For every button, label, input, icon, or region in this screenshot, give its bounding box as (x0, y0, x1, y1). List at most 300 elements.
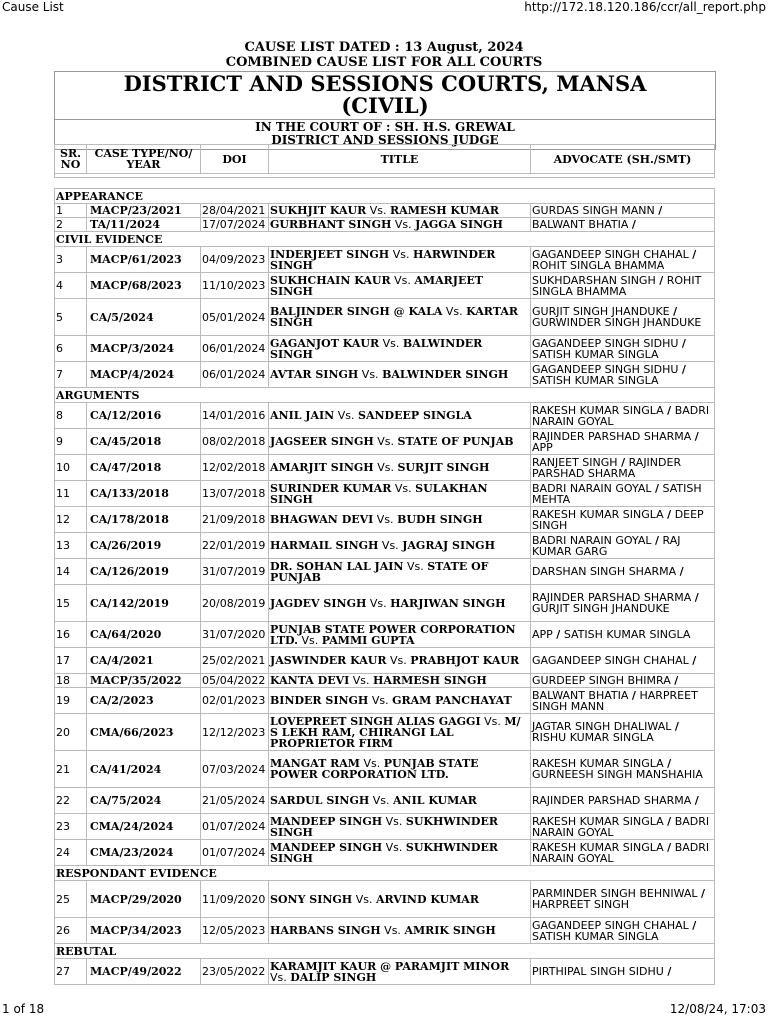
advocate-separator: / (701, 887, 706, 900)
doi-cell: 31/07/2019 (201, 559, 269, 585)
case-no-cell: CA/126/2019 (87, 559, 201, 585)
advocate-secondary: RAJINDER PARSHAD SHARMA (532, 455, 682, 480)
versus-label: Vs. (385, 814, 403, 828)
advocate-separator: / (681, 336, 686, 350)
judge-line2: DISTRICT AND SESSIONS JUDGE (271, 133, 499, 147)
petitioner-name: SONY SINGH (270, 892, 353, 906)
advocate-cell (531, 959, 715, 985)
advocate-cell (531, 622, 715, 648)
petitioner-name: BHAGWAN DEVI (270, 513, 374, 526)
advocate-separator: / (681, 362, 686, 376)
title-cell (269, 840, 531, 866)
advocate-primary: DARSHAN SINGH SHARMA (532, 565, 677, 578)
versus-label: Vs. (361, 368, 379, 381)
advocate-primary: RAKESH KUMAR SINGLA (532, 757, 664, 770)
table-row (55, 751, 715, 788)
col-title: TITLE (269, 145, 531, 174)
title-cell (269, 218, 531, 232)
doi-cell: 20/08/2019 (201, 585, 269, 622)
petitioner-name: KANTA DEVI (270, 674, 350, 687)
sr-no-cell: 6 (55, 336, 87, 362)
table-row (55, 918, 715, 944)
section-title: REBUTAL (55, 944, 715, 959)
advocate-cell (531, 751, 715, 788)
table-row (55, 336, 715, 362)
doi-cell: 12/02/2018 (201, 455, 269, 481)
advocate-separator: / (659, 273, 664, 287)
title-cell (269, 688, 531, 714)
advocate-separator: / (621, 455, 626, 469)
table-row (55, 688, 715, 714)
petitioner-name: SUKHCHAIN KAUR (270, 273, 391, 287)
advocate-separator: / (654, 533, 660, 547)
combined-label: COMBINED CAUSE LIST FOR ALL COURTS (225, 55, 543, 70)
versus-label: Vs. (377, 461, 394, 474)
spacer-cell (55, 178, 715, 189)
advocate-secondary: BADRI NARAIN GOYAL (532, 840, 710, 865)
advocate-cell (531, 403, 715, 429)
respondent-name: SANDEEP SINGLA (358, 409, 472, 422)
spacer-row (55, 178, 715, 189)
doi-cell: 06/01/2024 (201, 362, 269, 388)
case-no-cell: MACP/3/2024 (87, 336, 201, 362)
doi-cell: 21/09/2018 (201, 507, 269, 533)
respondent-name: SUKHWINDER SINGH (270, 814, 498, 839)
table-row (55, 247, 715, 273)
doi-cell: 05/04/2022 (201, 674, 269, 688)
sr-no-cell: 10 (55, 455, 87, 481)
title-cell (269, 273, 531, 299)
respondent-name: PRABHJOT KAUR (410, 654, 520, 667)
section-row (55, 388, 715, 403)
case-no-cell: CA/5/2024 (87, 299, 201, 336)
versus-label: Vs. (484, 714, 501, 728)
versus-label: Vs. (381, 539, 399, 552)
respondent-name: KARTAR SINGH (270, 305, 518, 329)
petitioner-name: LOVEPREET SINGH ALIAS GAGGI (270, 714, 481, 728)
browser-footer (0, 1002, 768, 1018)
sr-no-cell: 4 (55, 273, 87, 299)
petitioner-name: DR. SOHAN LAL JAIN (270, 559, 404, 573)
petitioner-name: HARBANS SINGH (270, 924, 381, 937)
sr-no-cell: 8 (55, 403, 87, 429)
section-title: RESPONDANT EVIDENCE (55, 866, 715, 881)
respondent-name: HARMESH SINGH (373, 674, 487, 687)
advocate-separator: / (694, 794, 699, 807)
print-datetime: 12/08/24, 17:03 (669, 1002, 766, 1016)
table-row (55, 959, 715, 985)
versus-label: Vs. (394, 481, 412, 495)
browser-header (0, 0, 768, 16)
title-cell (269, 674, 531, 688)
advocate-primary: SUKHDARSHAN SINGH (532, 273, 656, 287)
advocate-cell (531, 455, 715, 481)
doi-cell: 12/05/2023 (201, 918, 269, 944)
table-header-row (55, 145, 715, 174)
table-row (55, 299, 715, 336)
doi-cell: 02/01/2023 (201, 688, 269, 714)
petitioner-name: BALJINDER SINGH @ KALA (270, 305, 443, 318)
doi-cell: 31/07/2020 (201, 622, 269, 648)
table-row (55, 273, 715, 299)
advocate-secondary: ROHIT SINGLA BHAMMA (532, 273, 702, 298)
petitioner-name: KARAMJIT KAUR @ PARAMJIT MINOR (270, 959, 510, 973)
advocate-primary: RAKESH KUMAR SINGLA (532, 507, 664, 521)
sr-no-cell: 25 (55, 881, 87, 918)
col-sr-no: SR. NO (55, 145, 87, 174)
respondent-name: STATE OF PUNJAB (397, 435, 514, 448)
title-cell (269, 533, 531, 559)
advocate-secondary: GURWINDER SINGH JHANDUKE (532, 316, 702, 329)
sr-no-cell: 21 (55, 751, 87, 788)
table-row (55, 533, 715, 559)
versus-label: Vs. (390, 654, 407, 667)
sr-no-cell: 20 (55, 714, 87, 751)
case-no-cell: CA/178/2018 (87, 507, 201, 533)
advocate-secondary: GURJIT SINGH JHANDUKE (532, 602, 670, 615)
advocate-secondary: BADRI NARAIN GOYAL (532, 403, 710, 428)
respondent-name: HARWINDER SINGH (270, 247, 496, 272)
table-row (55, 403, 715, 429)
versus-label: Vs. (270, 970, 287, 984)
advocate-cell (531, 218, 715, 232)
case-no-cell: MACP/35/2022 (87, 674, 201, 688)
petitioner-name: MANDEEP SINGH (270, 814, 383, 828)
respondent-name: SULAKHAN SINGH (270, 481, 488, 506)
case-no-cell: CA/26/2019 (87, 533, 201, 559)
advocate-secondary: SATISH KUMAR SINGLA (532, 373, 659, 387)
doi-cell: 23/05/2022 (201, 959, 269, 985)
advocate-separator: / (692, 247, 697, 261)
advocate-separator: / (667, 507, 672, 521)
title-cell (269, 918, 531, 944)
advocate-primary: JAGTAR SINGH DHALIWAL (532, 720, 672, 733)
versus-label: Vs. (376, 513, 394, 526)
advocate-primary: RAJINDER PARSHAD SHARMA (532, 429, 692, 443)
advocate-primary: BALWANT BHATIA (532, 218, 629, 231)
versus-label: Vs. (337, 409, 355, 422)
case-no-cell: CMA/23/2024 (87, 840, 201, 866)
advocate-primary: APP (532, 628, 553, 641)
case-no-cell: CA/4/2021 (87, 648, 201, 674)
versus-label: Vs. (406, 559, 424, 573)
title-cell (269, 788, 531, 814)
table-row (55, 714, 715, 751)
doi-cell: 11/09/2020 (201, 881, 269, 918)
cause-list-heading (0, 40, 768, 70)
table-row (55, 622, 715, 648)
title-cell (269, 648, 531, 674)
table-row (55, 429, 715, 455)
sr-no-cell: 13 (55, 533, 87, 559)
case-no-cell: MACP/34/2023 (87, 918, 201, 944)
table-body (55, 174, 715, 985)
table-row (55, 455, 715, 481)
case-no-cell: MACP/61/2023 (87, 247, 201, 273)
advocate-cell (531, 648, 715, 674)
section-title: CIVIL EVIDENCE (55, 232, 715, 247)
doi-cell: 06/01/2024 (201, 336, 269, 362)
advocate-primary: RAKESH KUMAR SINGLA (532, 814, 664, 828)
doi-cell: 04/09/2023 (201, 247, 269, 273)
advocate-secondary: GURNEESH SINGH MANSHAHIA (532, 768, 703, 781)
advocate-primary: PARMINDER SINGH BEHNIWAL (532, 887, 698, 900)
title-cell (269, 714, 531, 751)
advocate-primary: GAGANDEEP SINGH SIDHU (532, 336, 679, 350)
title-cell (269, 455, 531, 481)
case-no-cell: CA/47/2018 (87, 455, 201, 481)
court-name-line1: DISTRICT AND SESSIONS COURTS, MANSA (123, 71, 647, 96)
versus-label: Vs. (385, 840, 403, 854)
case-no-cell: CA/75/2024 (87, 788, 201, 814)
court-name-line2: (CIVIL) (341, 93, 429, 118)
respondent-name: BALWINDER SINGH (270, 336, 483, 361)
sr-no-cell: 27 (55, 959, 87, 985)
case-no-cell: MACP/68/2023 (87, 273, 201, 299)
doi-cell: 22/01/2019 (201, 533, 269, 559)
petitioner-name: JAGDEV SINGH (270, 596, 367, 610)
respondent-name: BALWINDER SINGH (382, 368, 509, 381)
sr-no-cell: 23 (55, 814, 87, 840)
versus-label: Vs. (382, 336, 400, 350)
sr-no-cell: 2 (55, 218, 87, 232)
petitioner-name: GURBHANT SINGH (270, 218, 392, 231)
title-cell (269, 507, 531, 533)
respondent-name: HARJIWAN SINGH (390, 596, 506, 610)
advocate-cell (531, 688, 715, 714)
doi-cell: 07/03/2024 (201, 751, 269, 788)
doi-cell: 28/04/2021 (201, 204, 269, 218)
sr-no-cell: 5 (55, 299, 87, 336)
respondent-name: DALIP SINGH (290, 970, 377, 984)
table-row (55, 840, 715, 866)
table-row (55, 814, 715, 840)
sr-no-cell: 3 (55, 247, 87, 273)
versus-label: Vs. (301, 633, 319, 647)
doi-cell: 01/07/2024 (201, 814, 269, 840)
col-case-type: CASE TYPE/NO/ YEAR (87, 145, 201, 174)
advocate-separator: / (631, 688, 636, 702)
versus-label: Vs. (352, 674, 370, 687)
sr-no-cell: 17 (55, 648, 87, 674)
advocate-primary: GURDAS SINGH MANN (532, 204, 655, 217)
advocate-cell (531, 533, 715, 559)
respondent-name: STATE OF PUNJAB (270, 559, 489, 584)
advocate-cell (531, 273, 715, 299)
doi-cell: 05/01/2024 (201, 299, 269, 336)
title-cell (269, 881, 531, 918)
respondent-name: SUKHWINDER SINGH (270, 840, 498, 865)
advocate-cell (531, 840, 715, 866)
section-row (55, 944, 715, 959)
versus-label: Vs. (377, 435, 395, 448)
advocate-separator: / (667, 757, 672, 770)
title-cell (269, 204, 531, 218)
versus-label: Vs. (355, 892, 373, 906)
title-cell (269, 481, 531, 507)
sr-no-cell: 22 (55, 788, 87, 814)
advocate-primary: GURJIT SINGH JHANDUKE (532, 305, 670, 318)
court-block (54, 71, 716, 150)
table-row (55, 881, 715, 918)
advocate-cell (531, 247, 715, 273)
versus-label: Vs. (394, 273, 411, 287)
respondent-name: PUNJAB STATE POWER CORPORATION LTD. (270, 757, 479, 781)
col-advocate: ADVOCATE (SH./SMT) (531, 145, 715, 174)
advocate-secondary: ROHIT SINGLA BHAMMA (532, 258, 665, 272)
sr-no-cell: 11 (55, 481, 87, 507)
advocate-cell (531, 299, 715, 336)
tab-title: Cause List (2, 0, 64, 14)
advocate-cell (531, 814, 715, 840)
case-no-cell: CA/64/2020 (87, 622, 201, 648)
title-cell (269, 403, 531, 429)
advocate-separator: / (667, 840, 672, 854)
doi-cell: 17/07/2024 (201, 218, 269, 232)
versus-label: Vs. (371, 694, 389, 707)
advocate-secondary: SATISH KUMAR SINGLA (532, 347, 659, 361)
doi-cell: 25/02/2021 (201, 648, 269, 674)
title-cell (269, 814, 531, 840)
advocate-primary: RAKESH KUMAR SINGLA (532, 403, 664, 417)
versus-label: Vs. (384, 924, 401, 937)
title-cell (269, 247, 531, 273)
sr-no-cell: 26 (55, 918, 87, 944)
advocate-secondary: BADRI NARAIN GOYAL (532, 814, 710, 839)
advocate-cell (531, 336, 715, 362)
title-cell (269, 559, 531, 585)
petitioner-name: AVTAR SINGH (270, 368, 359, 381)
doi-cell: 01/07/2024 (201, 840, 269, 866)
advocate-separator: / (667, 965, 672, 978)
advocate-separator: / (667, 814, 672, 828)
advocate-secondary: SATISH KUMAR SINGLA (563, 628, 691, 641)
respondent-name: ARVIND KUMAR (375, 892, 479, 906)
sr-no-cell: 19 (55, 688, 87, 714)
advocate-separator: / (674, 720, 679, 733)
case-no-cell: CA/142/2019 (87, 585, 201, 622)
advocate-primary: BALWANT BHATIA (532, 688, 629, 702)
petitioner-name: HARMAIL SINGH (270, 539, 379, 552)
table-row (55, 362, 715, 388)
advocate-separator: / (674, 674, 679, 687)
cause-list-date: CAUSE LIST DATED : 13 August, 2024 (244, 40, 524, 55)
advocate-cell (531, 559, 715, 585)
petitioner-name: SUKHJIT KAUR (270, 204, 367, 217)
case-no-cell: CA/12/2016 (87, 403, 201, 429)
advocate-primary: GURDEEP SINGH BHIMRA (532, 674, 671, 687)
advocate-cell (531, 429, 715, 455)
advocate-cell (531, 507, 715, 533)
doi-cell: 11/10/2023 (201, 273, 269, 299)
versus-label: Vs. (363, 757, 381, 770)
table-row (55, 788, 715, 814)
case-no-cell: CA/133/2018 (87, 481, 201, 507)
case-no-cell: TA/11/2024 (87, 218, 201, 232)
case-no-cell: MACP/4/2024 (87, 362, 201, 388)
advocate-cell (531, 585, 715, 622)
advocate-separator: / (692, 654, 697, 667)
advocate-cell (531, 362, 715, 388)
case-no-cell: CA/45/2018 (87, 429, 201, 455)
versus-label: Vs. (445, 305, 463, 318)
doi-cell: 14/01/2016 (201, 403, 269, 429)
table-row (55, 218, 715, 232)
petitioner-name: MANGAT RAM (270, 757, 360, 770)
advocate-separator: / (667, 403, 672, 417)
section-title: APPEARANCE (55, 189, 715, 204)
advocate-primary: BADRI NARAIN GOYAL (532, 481, 652, 495)
title-cell (269, 429, 531, 455)
advocate-secondary: HARPREET SINGH MANN (532, 688, 698, 713)
title-cell (269, 336, 531, 362)
respondent-name: ANIL KUMAR (393, 794, 477, 807)
respondent-name: AMARJEET SINGH (270, 273, 483, 298)
respondent-name: M/ S LEKH RAM, CHIRANGI LAL PROPRIETOR FIRM (270, 714, 521, 750)
doi-cell: 08/02/2018 (201, 429, 269, 455)
advocate-separator: / (694, 591, 699, 604)
advocate-secondary: APP (532, 440, 553, 454)
page-url[interactable]: http://172.18.120.186/ccr/all_report.php (524, 0, 766, 14)
table-row (55, 559, 715, 585)
title-cell (269, 622, 531, 648)
advocate-primary: PIRTHIPAL SINGH SIDHU (532, 965, 664, 978)
sr-no-cell: 15 (55, 585, 87, 622)
advocate-separator: / (654, 481, 660, 495)
respondent-name: JAGRAJ SINGH (402, 539, 495, 552)
advocate-secondary: RISHU KUMAR SINGLA (532, 731, 654, 744)
respondent-name: PAMMI GUPTA (321, 633, 415, 647)
table-row (55, 585, 715, 622)
petitioner-name: SURINDER KUMAR (270, 481, 392, 495)
respondent-name: SURJIT SINGH (397, 461, 490, 474)
case-no-cell: MACP/49/2022 (87, 959, 201, 985)
respondent-name: JAGGA SINGH (415, 218, 503, 231)
section-row (55, 232, 715, 247)
petitioner-name: JASWINDER KAUR (270, 654, 387, 667)
advocate-separator: / (673, 305, 678, 318)
petitioner-name: PUNJAB STATE POWER CORPORATION LTD. (270, 622, 516, 647)
versus-label: Vs. (392, 247, 410, 261)
advocate-cell (531, 788, 715, 814)
advocate-separator: / (694, 429, 699, 443)
advocate-separator: / (658, 204, 663, 217)
petitioner-name: GAGANJOT KAUR (270, 336, 380, 350)
title-cell (269, 362, 531, 388)
sr-no-cell: 14 (55, 559, 87, 585)
advocate-primary: GAGANDEEP SINGH SIDHU (532, 362, 679, 376)
advocate-primary: RANJEET SINGH (532, 455, 618, 469)
advocate-secondary: RAJ KUMAR GARG (532, 533, 681, 558)
section-row (55, 866, 715, 881)
section-title: ARGUMENTS (55, 388, 715, 403)
sr-no-cell: 9 (55, 429, 87, 455)
page-count: 1 of 18 (2, 1002, 45, 1016)
case-no-cell: CMA/66/2023 (87, 714, 201, 751)
title-cell (269, 751, 531, 788)
petitioner-name: MANDEEP SINGH (270, 840, 383, 854)
table-row (55, 507, 715, 533)
advocate-secondary: SATISH MEHTA (532, 481, 702, 506)
respondent-name: GRAM PANCHAYAT (392, 694, 512, 707)
title-cell (269, 299, 531, 336)
sr-no-cell: 12 (55, 507, 87, 533)
advocate-secondary: SATISH KUMAR SINGLA (532, 929, 659, 943)
advocate-primary: BADRI NARAIN GOYAL (532, 533, 652, 547)
col-doi: DOI (201, 145, 269, 174)
advocate-separator: / (631, 218, 636, 231)
advocate-separator: / (692, 918, 697, 932)
